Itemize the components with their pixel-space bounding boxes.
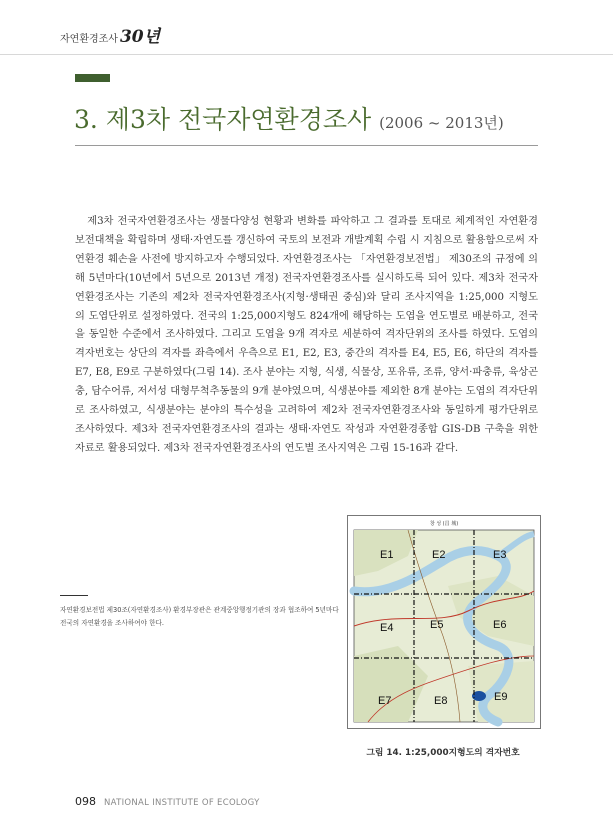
chapter-accent-bar — [75, 74, 110, 82]
grid-label-e1: E1 — [380, 549, 394, 561]
header-title: 자연환경조사 — [60, 34, 118, 45]
grid-label-e5: E5 — [430, 619, 444, 631]
figure-caption: 그림 14. 1:25,000지형도의 격자번호 — [366, 748, 520, 758]
grid-label-e7: E7 — [378, 695, 392, 707]
grid-label-e2: E2 — [432, 549, 446, 561]
grid-label-e3: E3 — [493, 549, 507, 561]
header-number: 30년 — [119, 27, 161, 47]
grid-label-e9: E9 — [494, 691, 508, 703]
running-header — [60, 22, 160, 47]
grid-label-e4: E4 — [380, 622, 394, 634]
grid-label-e8: E8 — [434, 695, 448, 707]
title-divider — [75, 145, 538, 146]
footnote-divider — [60, 595, 88, 596]
map-title: 창 성 (昌 城) — [429, 521, 459, 527]
page-number: 098 — [75, 795, 96, 808]
page-footer — [75, 795, 260, 808]
map-graphic — [348, 516, 540, 728]
chapter-heading — [74, 100, 504, 136]
body-paragraph: 제3차 전국자연환경조사는 생물다양성 현황과 변화를 파악하고 그 결과를 토대로 체계적인 자연환경보전대책을 확립하며 생태·자연도를 갱신하여 국토의 보전과 개발계획 수립 시 지침으로 활용함으로써 자연환경 훼손을 사전에 방지하고자 수행되었다. 자연환경조사는 「자연환경보전법」 제30조의 규정에 의해 5년마다(10년에서 5년으로 2013년 개정) 전국자연환경조사를 실시하도록 되어 있다. 제3차 전국자연환경조사는 기존의 제2차 전국자연환경조사(지형·생태권 중심)와 달리 조사지역을 1:25,000 지형도의 도엽단위로 설정하였다. 전국의 1:25,000지형도 824개에 해당하는 도엽을 연도별로 배분하고, 전국을 동일한 수준에서 조사하였다. 그리고 도엽을 9개 격자로 세분하여 격자단위의 조사를 하였다. 도엽의 격자번호는 상단의 격자를 좌측에서 우측으로 E1, E2, E3, 중간의 격자를 E4, E5, E6, 하단의 격자를 E7, E8, E9로 구분하였다(그림 14). 조사 분야는 지형, 식생, 식물상, 포유류, 조류, 양서·파충류, 육상곤충, 담수어류, 저서성 대형무척추동물의 9개 분야였으며, 식생분야를 제외한 8개 분야는 도엽의 격자단위로 조사하였고, 식생분야는 분야의 특수성을 고려하여 제2차 전국자연환경조사와 동일하게 평가단위로 조사하였다. 제3차 전국자연환경조사의 결과는 생태·자연도 작성과 자연환경종합 GIS-DB 구축을 위한 자료로 활용되었다. 제3차 전국자연환경조사의 연도별 조사지역은 그림 15-16과 같다. — [75, 216, 538, 454]
topographic-map-figure — [347, 515, 541, 729]
grid-label-e6: E6 — [493, 619, 507, 631]
footer-organization: NATIONAL INSTITUTE OF ECOLOGY — [104, 798, 260, 808]
footnote: 자연환경보전법 제30조(자연환경조사) 환경부장관은 관계중앙행정기관의 장과 협조하여 5년마다 전국의 자연환경을 조사하여야 한다. — [60, 606, 339, 627]
header-divider — [0, 54, 613, 55]
chapter-years: (2006 ~ 2013년) — [379, 114, 504, 132]
chapter-title: 3. 제3차 전국자연환경조사 — [74, 105, 372, 134]
